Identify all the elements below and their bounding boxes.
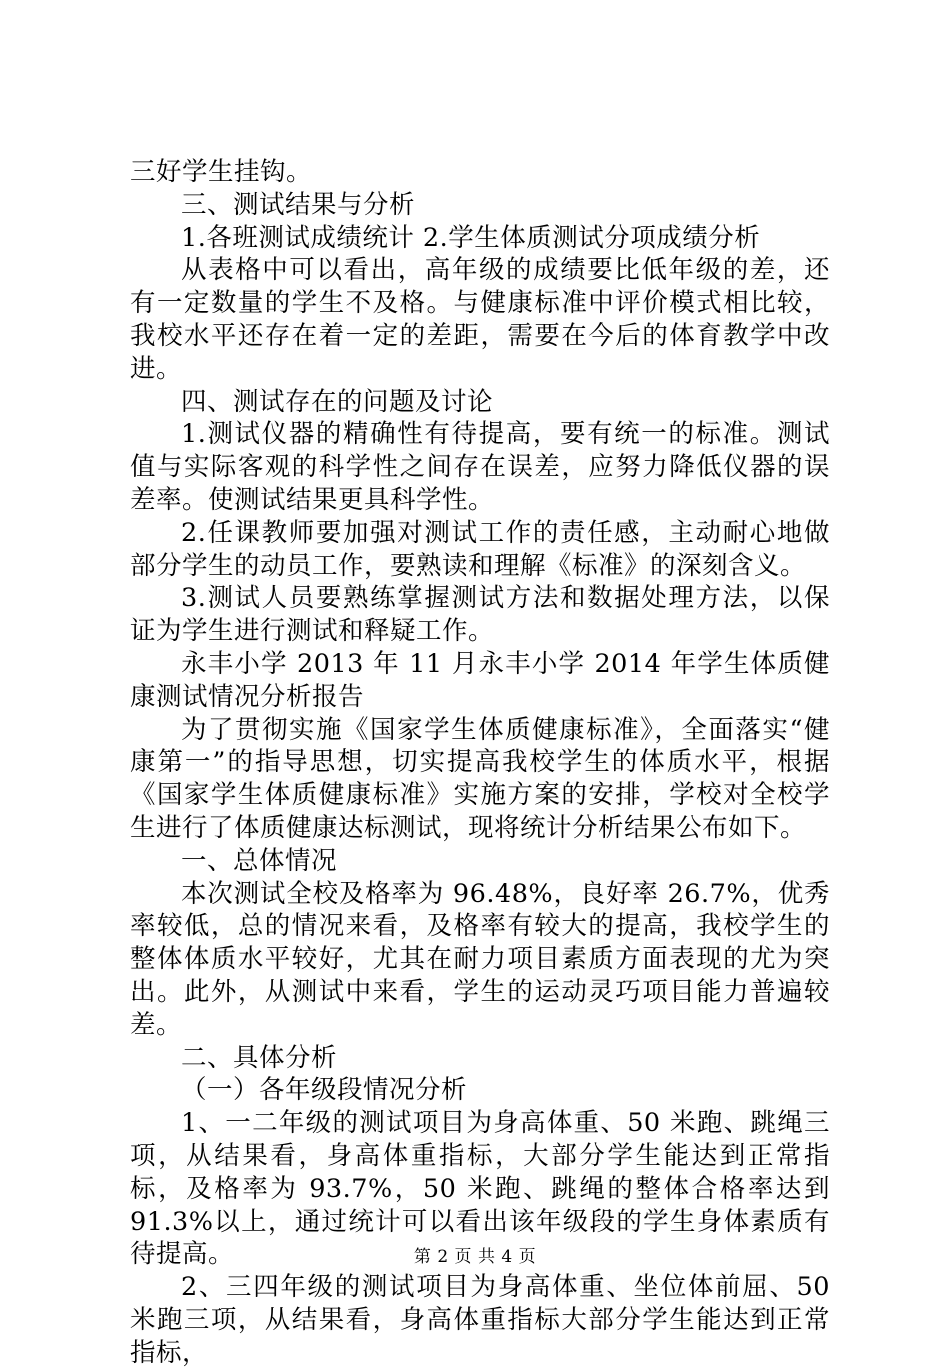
paragraph-p2: 1.各班测试成绩统计 2.学生体质测试分项成绩分析 xyxy=(181,222,761,253)
paragraph-p4: 四、测试存在的问题及讨论 xyxy=(181,386,494,417)
paragraph-p5: 1.测试仪器的精确性有待提高，要有统一的标准。测试值与实际客观的科学性之间存在误差，应努力降低仪器的误差率。使测试结果更具科学性。 xyxy=(130,419,830,515)
paragraph-p3: 从表格中可以看出，高年级的成绩要比低年级的差，还有一定数量的学生不及格。与健康标准中评价模式相比较，我校水平还存在着一定的差距，需要在今后的体育教学中改进。 xyxy=(130,255,830,384)
paragraph-p15: 2、三四年级的测试项目为身高体重、坐位体前屈、50 米跑三项，从结果看，身高体重指标大部分学生能达到正常指标， xyxy=(130,1272,830,1368)
page-footer xyxy=(0,1246,950,1268)
paragraph-p14: 1、一二年级的测试项目为身高体重、50 米跑、跳绳三项，从结果看，身高体重指标，大部分学生能达到正常指标，及格率为 93.7%，50 米跑、跳绳的整体合格率达到 91.3%以上，通过统计可以看出该年级段的学生身体素质有待提高。 xyxy=(130,1108,830,1270)
paragraph-p10: 一、总体情况 xyxy=(181,845,338,876)
paragraph-p0: 三好学生挂钩。 xyxy=(130,157,313,187)
paragraph-p1: 三、测试结果与分析 xyxy=(181,189,416,220)
paragraph-p9: 为了贯彻实施《国家学生体质健康标准》，全面落实“健康第一”的指导思想，切实提高我校学生的体质水平，根据《国家学生体质健康标准》实施方案的安排，学校对全校学生进行了体质健康达标测试，现将统计分析结果公布如下。 xyxy=(130,714,830,843)
page-number-indicator: 第 2 页 共 4 页 xyxy=(413,1247,537,1267)
paragraph-p11: 本次测试全校及格率为 96.48%，良好率 26.7%，优秀率较低，总的情况来看，及格率有较大的提高，我校学生的整体体质水平较好，尤其在耐力项目素质方面表现的尤为突出。此外，从测试中来看，学生的运动灵巧项目能力普遍较差。 xyxy=(130,878,830,1040)
document-body xyxy=(130,156,830,1369)
paragraph-p12: 二、具体分析 xyxy=(181,1042,338,1073)
paragraph-p6: 2.任课教师要加强对测试工作的责任感，主动耐心地做部分学生的动员工作，要熟读和理解《标准》的深刻含义。 xyxy=(130,517,830,581)
paragraph-p7: 3.测试人员要熟练掌握测试方法和数据处理方法，以保证为学生进行测试和释疑工作。 xyxy=(130,583,830,647)
paragraph-p13: （一）各年级段情况分析 xyxy=(181,1075,468,1106)
paragraph-p8: 永丰小学 2013 年 11 月永丰小学 2014 年学生体质健康测试情况分析报告 xyxy=(130,648,830,712)
